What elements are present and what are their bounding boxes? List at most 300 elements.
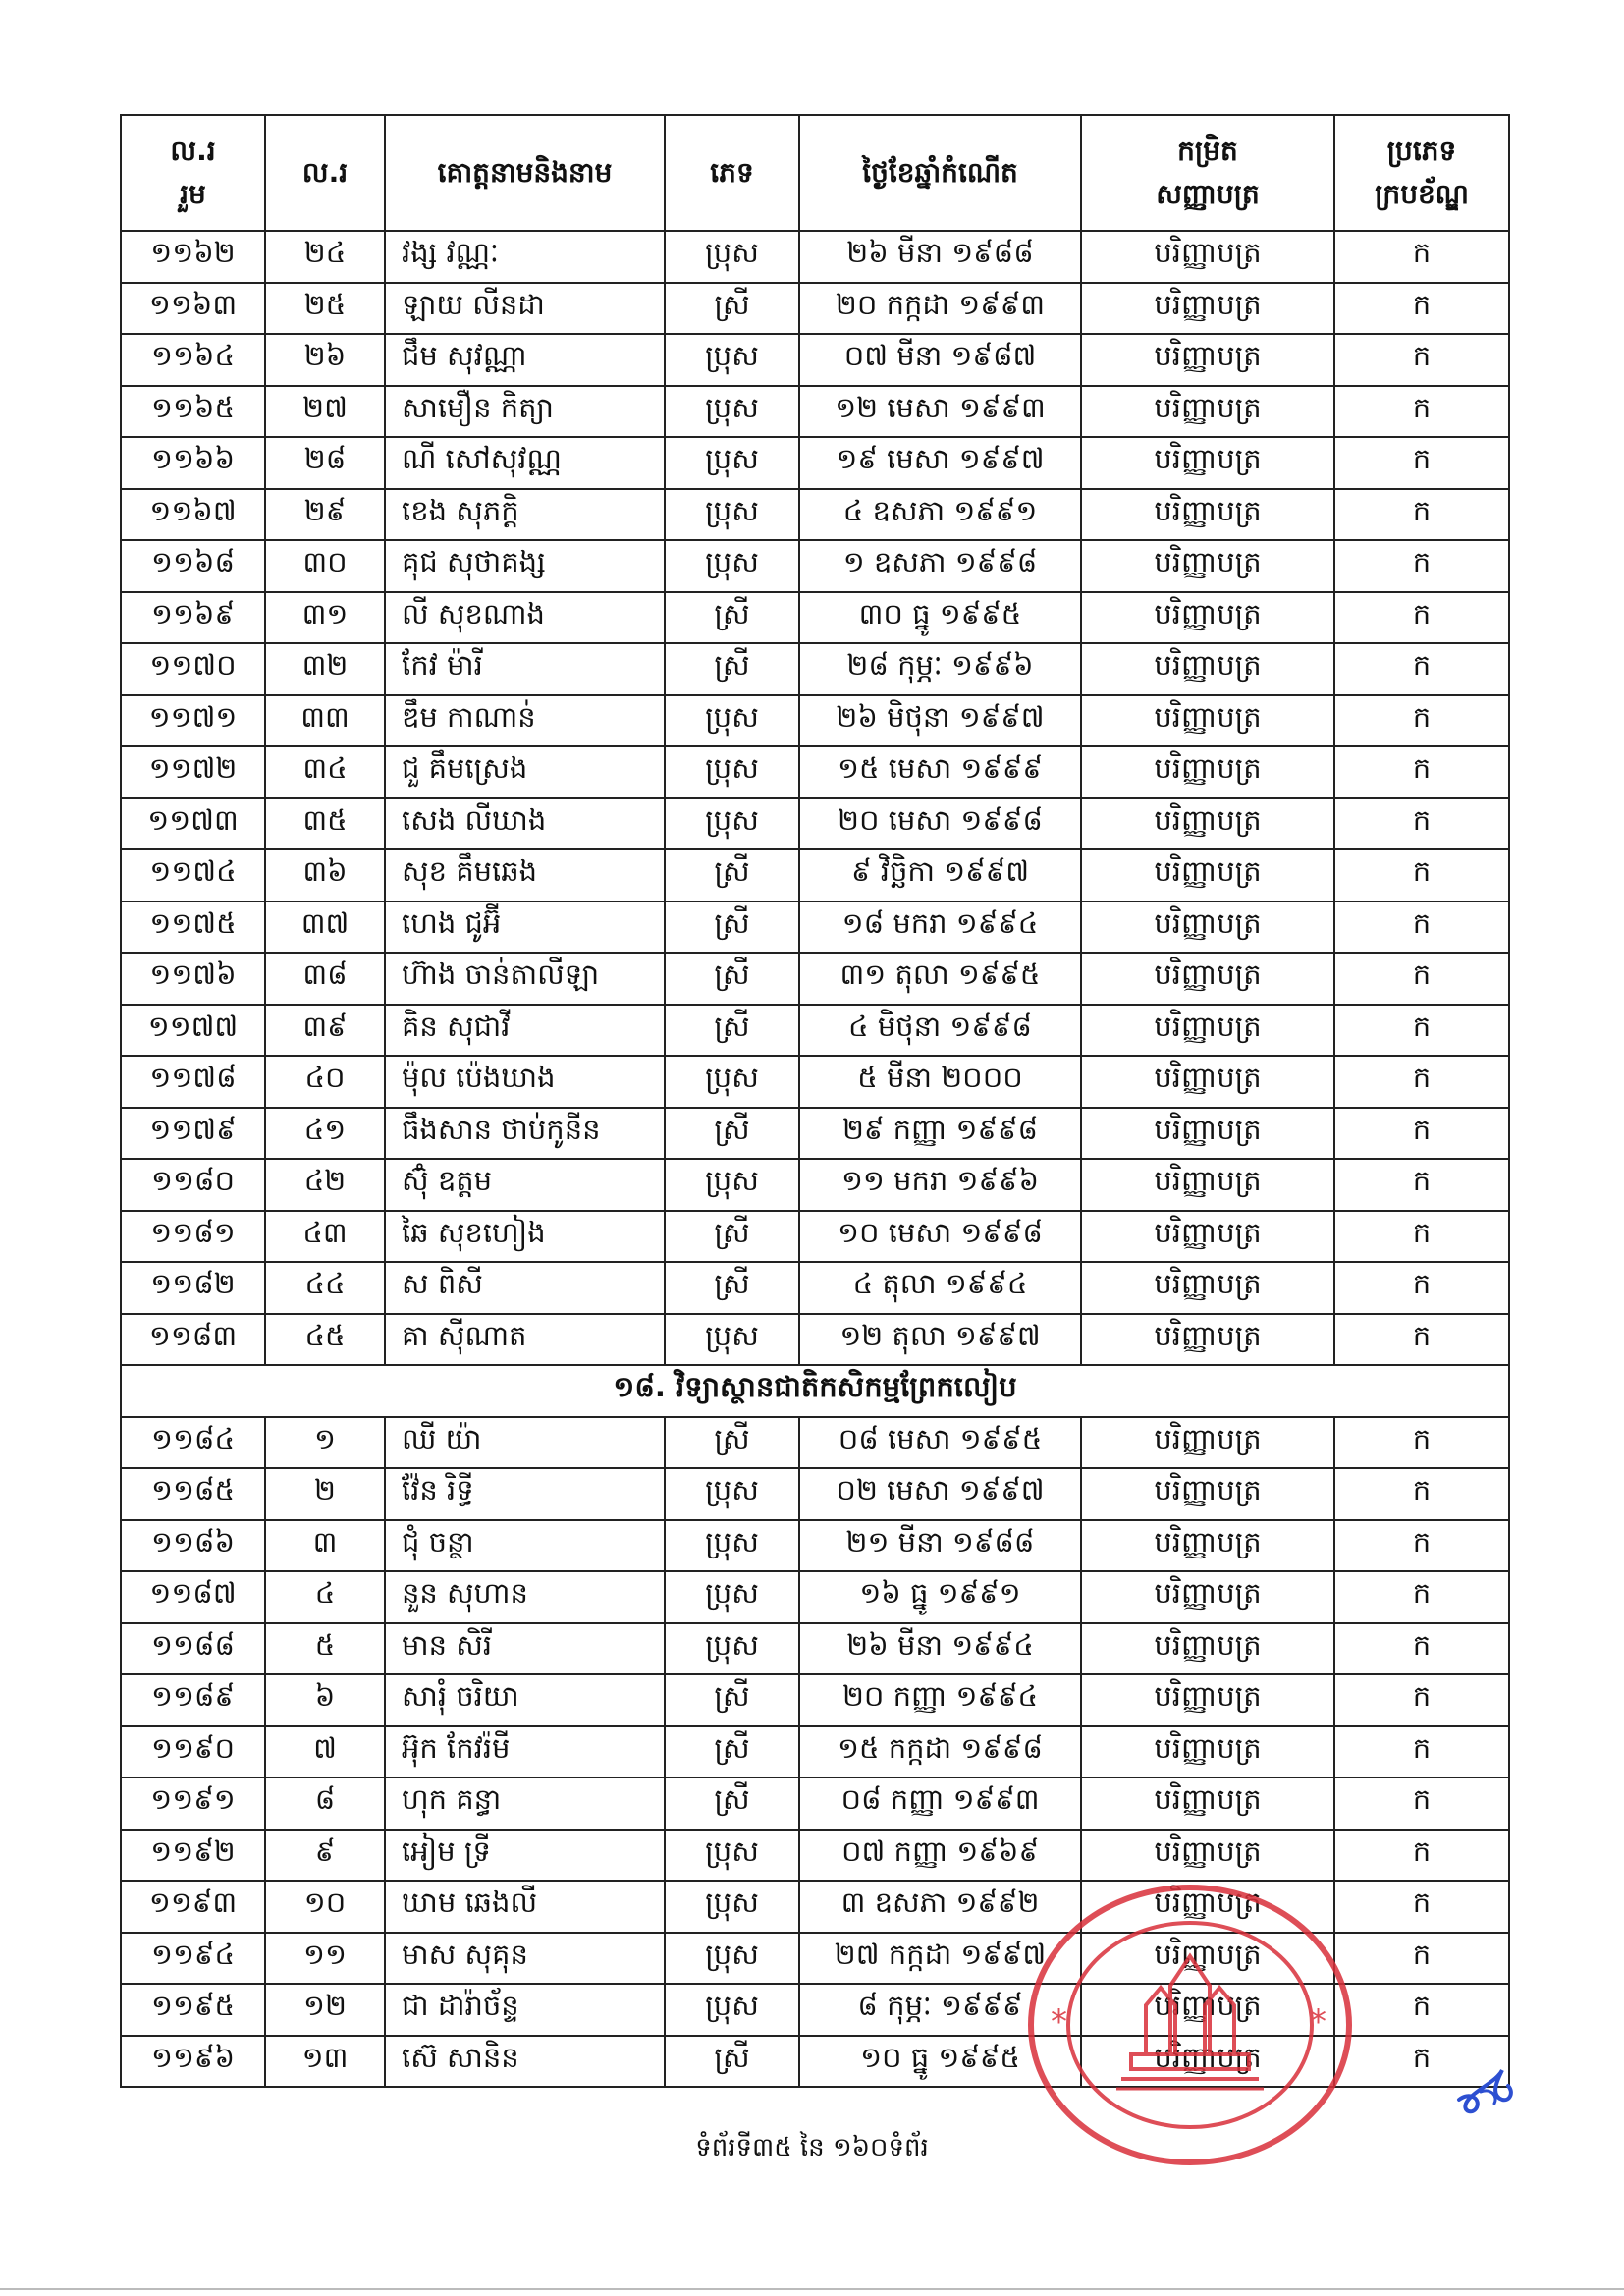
section-row <box>121 1365 1509 1417</box>
table-cell: ឃាម ឆេងលី <box>385 1881 665 1933</box>
table-cell: ៩ <box>265 1830 385 1882</box>
table-row <box>121 1005 1509 1057</box>
table-cell: បរិញ្ញាបត្រ <box>1081 489 1334 541</box>
table-row <box>121 1674 1509 1726</box>
table-cell: ក <box>1334 953 1509 1005</box>
table-cell: បរិញ្ញាបត្រ <box>1081 849 1334 902</box>
official-seal-icon <box>1023 1878 1357 2172</box>
table-cell: ប្រុស <box>665 1830 799 1882</box>
table-row <box>121 1571 1509 1623</box>
table-cell: គុជ សុថាគង្ស <box>385 540 665 592</box>
table-cell: ១១៧០ <box>121 643 265 695</box>
table-cell: ស្រី <box>665 902 799 954</box>
personnel-table <box>120 114 1510 2088</box>
table-cell: ១១៨៥ <box>121 1468 265 1520</box>
column-header-line: ប្រភេទ <box>1386 135 1457 167</box>
table-row <box>121 746 1509 798</box>
table-cell: ១១៩០ <box>121 1726 265 1778</box>
table-row <box>121 902 1509 954</box>
table-cell: ក <box>1334 1933 1509 1985</box>
table-cell: ៣១ <box>265 592 385 644</box>
table-cell: ស ពិសី <box>385 1262 665 1314</box>
table-cell: នួន សុហាន <box>385 1571 665 1623</box>
table-cell: សុខ គឹមឆេង <box>385 849 665 902</box>
table-cell: ប្រុស <box>665 1520 799 1572</box>
column-header-line: រួម <box>180 178 206 210</box>
table-cell: ៤៥ <box>265 1314 385 1366</box>
table-cell: ១១៩៣ <box>121 1881 265 1933</box>
column-header-line: ល.រ <box>170 135 216 167</box>
table-cell: ស្រី <box>665 2036 799 2088</box>
table-cell: ១១៩១ <box>121 1777 265 1830</box>
table-cell: ៥ <box>265 1623 385 1675</box>
table-cell: ៤៣ <box>265 1211 385 1263</box>
column-header-line: ក្របខ័ណ្ឌ <box>1375 178 1469 210</box>
table-cell: ប្រុស <box>665 1314 799 1366</box>
column-header <box>1334 115 1509 231</box>
table-cell: ជឹម សុវណ្ណា <box>385 334 665 386</box>
table-cell: ក <box>1334 1520 1509 1572</box>
table-cell: ១១៨៦ <box>121 1520 265 1572</box>
table-cell: ក <box>1334 798 1509 850</box>
table-cell: ១១៦៨ <box>121 540 265 592</box>
table-cell: ជា ដារ៉ាច័ន្ទ <box>385 1984 665 2036</box>
table-cell: ១១៨១ <box>121 1211 265 1263</box>
table-cell: ប្រុស <box>665 798 799 850</box>
table-cell: ស៊េ សានិន <box>385 2036 665 2088</box>
column-header <box>121 115 265 231</box>
table-cell: សារុំ ចរិយា <box>385 1674 665 1726</box>
table-cell: ហេង ជូអ៊ី <box>385 902 665 954</box>
table-cell: ១៦ ធ្នូ ១៩៩១ <box>799 1571 1081 1623</box>
table-cell: ឆៃ សុខហៀង <box>385 1211 665 1263</box>
table-cell: ១១៦៦ <box>121 437 265 489</box>
table-row <box>121 1777 1509 1830</box>
table-cell: ក <box>1334 489 1509 541</box>
table-cell: ក <box>1334 1159 1509 1211</box>
table-cell: ១២ មេសា ១៩៩៣ <box>799 386 1081 438</box>
table-cell: បរិញ្ញាបត្រ <box>1081 386 1334 438</box>
table-cell: ប្រុស <box>665 1881 799 1933</box>
table-cell: ៥ មីនា ២០០០ <box>799 1056 1081 1108</box>
table-cell: បរិញ្ញាបត្រ <box>1081 1262 1334 1314</box>
table-cell: ១១៦៧ <box>121 489 265 541</box>
table-cell: ៤ ឧសភា ១៩៩១ <box>799 489 1081 541</box>
table-cell: ក <box>1334 849 1509 902</box>
table-cell: ១១៧៤ <box>121 849 265 902</box>
table-cell: ១៥ កក្កដា ១៩៩៨ <box>799 1726 1081 1778</box>
table-cell: បរិញ្ញាបត្រ <box>1081 1674 1334 1726</box>
table-cell: ១២ តុលា ១៩៩៧ <box>799 1314 1081 1366</box>
table-cell: ប្រុស <box>665 489 799 541</box>
table-cell: ២៩ កញ្ញា ១៩៩៨ <box>799 1108 1081 1160</box>
table-cell: ស្រី <box>665 1417 799 1469</box>
table-cell: ក <box>1334 1830 1509 1882</box>
table-cell: ៣៥ <box>265 798 385 850</box>
table-cell: មាន សិរី <box>385 1623 665 1675</box>
table-cell: ១១៨៨ <box>121 1623 265 1675</box>
table-cell: បរិញ្ញាបត្រ <box>1081 1984 1334 2036</box>
table-cell: ១១៧៨ <box>121 1056 265 1108</box>
table-cell: ក <box>1334 231 1509 283</box>
table-cell: ១១៦៥ <box>121 386 265 438</box>
table-cell: ក <box>1334 643 1509 695</box>
table-cell: ១១៧៥ <box>121 902 265 954</box>
table-cell: បរិញ្ញាបត្រ <box>1081 2036 1334 2088</box>
table-cell: ១១៧៦ <box>121 953 265 1005</box>
svg-text:*: * <box>1051 2002 1067 2042</box>
table-cell: បរិញ្ញាបត្រ <box>1081 1314 1334 1366</box>
table-cell: ក <box>1334 1623 1509 1675</box>
table-cell: ៣ <box>265 1520 385 1572</box>
table-cell: ៧ <box>265 1726 385 1778</box>
table-cell: បរិញ្ញាបត្រ <box>1081 592 1334 644</box>
table-cell: ៣ ឧសភា ១៩៩២ <box>799 1881 1081 1933</box>
table-cell: ១១៧៣ <box>121 798 265 850</box>
table-cell: បរិញ្ញាបត្រ <box>1081 1159 1334 1211</box>
table-cell: ឈី យ៉ា <box>385 1417 665 1469</box>
registry-sheet <box>120 114 1508 2088</box>
table-cell: ២ <box>265 1468 385 1520</box>
table-cell: ១០ ធ្នូ ១៩៩៥ <box>799 2036 1081 2088</box>
table-cell: ខេង សុភក្តិ <box>385 489 665 541</box>
table-cell: ប្រុស <box>665 746 799 798</box>
table-cell: បរិញ្ញាបត្រ <box>1081 695 1334 747</box>
table-cell: ឡាយ លីនដា <box>385 283 665 335</box>
table-cell: បរិញ្ញាបត្រ <box>1081 902 1334 954</box>
table-cell: បរិញ្ញាបត្រ <box>1081 953 1334 1005</box>
table-cell: ជុំ ចន្ថា <box>385 1520 665 1572</box>
table-row <box>121 386 1509 438</box>
table-cell: បរិញ្ញាបត្រ <box>1081 231 1334 283</box>
table-cell: ១១៧៩ <box>121 1108 265 1160</box>
table-cell: ០៧ កញ្ញា ១៩៦៩ <box>799 1830 1081 1882</box>
table-cell: កែវ ម៉ារី <box>385 643 665 695</box>
table-cell: បរិញ្ញាបត្រ <box>1081 334 1334 386</box>
table-cell: ក <box>1334 1571 1509 1623</box>
table-cell: ៣៣ <box>265 695 385 747</box>
table-cell: ណី សៅសុវណ្ណ <box>385 437 665 489</box>
table-row <box>121 1108 1509 1160</box>
table-row <box>121 1417 1509 1469</box>
table-cell: ប្រុស <box>665 1159 799 1211</box>
table-cell: បរិញ្ញាបត្រ <box>1081 1005 1334 1057</box>
table-cell: ក <box>1334 540 1509 592</box>
table-row <box>121 1830 1509 1882</box>
table-cell: ៤៤ <box>265 1262 385 1314</box>
table-cell: បរិញ្ញាបត្រ <box>1081 1056 1334 1108</box>
table-cell: ៤ <box>265 1571 385 1623</box>
table-cell: ក <box>1334 592 1509 644</box>
table-cell: ៦ <box>265 1674 385 1726</box>
table-cell: ១១៨០ <box>121 1159 265 1211</box>
table-cell: បរិញ្ញាបត្រ <box>1081 1108 1334 1160</box>
table-cell: ១១៨៣ <box>121 1314 265 1366</box>
table-cell: បរិញ្ញាបត្រ <box>1081 283 1334 335</box>
table-cell: បរិញ្ញាបត្រ <box>1081 1417 1334 1469</box>
table-cell: ៣៤ <box>265 746 385 798</box>
table-cell: អ៊ុក កែវរ៉មី <box>385 1726 665 1778</box>
table-cell: ៣២ <box>265 643 385 695</box>
table-cell: ១១៦៩ <box>121 592 265 644</box>
table-cell: ២៥ <box>265 283 385 335</box>
table-row <box>121 437 1509 489</box>
table-cell: សេង លីឃាង <box>385 798 665 850</box>
table-row <box>121 798 1509 850</box>
table-cell: ស្រី <box>665 1211 799 1263</box>
table-cell: ក <box>1334 695 1509 747</box>
table-cell: ក <box>1334 902 1509 954</box>
table-cell: វ៉ែន រិទ្ធី <box>385 1468 665 1520</box>
table-row <box>121 592 1509 644</box>
table-row <box>121 1468 1509 1520</box>
table-cell: ២៦ មីនា ១៩៩៤ <box>799 1623 1081 1675</box>
table-cell: ១១៩៦ <box>121 2036 265 2088</box>
column-header <box>799 115 1081 231</box>
table-cell: បរិញ្ញាបត្រ <box>1081 1881 1334 1933</box>
table-cell: ក <box>1334 1468 1509 1520</box>
table-row <box>121 849 1509 902</box>
table-cell: ៤១ <box>265 1108 385 1160</box>
table-cell: ០៧ មីនា ១៩៨៧ <box>799 334 1081 386</box>
table-cell: ១ <box>265 1417 385 1469</box>
table-cell: ស្រី <box>665 643 799 695</box>
table-cell: បរិញ្ញាបត្រ <box>1081 1623 1334 1675</box>
table-cell: ៤ មិថុនា ១៩៩៨ <box>799 1005 1081 1057</box>
table-cell: ស្រី <box>665 592 799 644</box>
table-cell: បរិញ្ញាបត្រ <box>1081 798 1334 850</box>
table-cell: ហ៊ាង ចាន់តាលីឡា <box>385 953 665 1005</box>
table-cell: ស្រី <box>665 1262 799 1314</box>
table-cell: ប្រុស <box>665 1468 799 1520</box>
signature-icon <box>1451 2052 1520 2121</box>
table-cell: ៤០ <box>265 1056 385 1108</box>
table-cell: ជួ គឹមស្រេង <box>385 746 665 798</box>
page-edge <box>0 2288 1624 2290</box>
table-row <box>121 334 1509 386</box>
table-cell: ២៤ <box>265 231 385 283</box>
table-cell: ស្រី <box>665 849 799 902</box>
table-cell: ៣៦ <box>265 849 385 902</box>
table-cell: ២៧ <box>265 386 385 438</box>
table-cell: ១១៧៧ <box>121 1005 265 1057</box>
svg-text:*: * <box>1310 2002 1326 2042</box>
table-cell: ប្រុស <box>665 1984 799 2036</box>
table-cell: គា ស៊ីណាត <box>385 1314 665 1366</box>
table-cell: ១១ មករា ១៩៩៦ <box>799 1159 1081 1211</box>
table-cell: ១១៦៣ <box>121 283 265 335</box>
table-cell: ៣០ ធ្នូ ១៩៩៥ <box>799 592 1081 644</box>
table-cell: ២៨ កុម្ភៈ ១៩៩៦ <box>799 643 1081 695</box>
table-cell: ១១៨២ <box>121 1262 265 1314</box>
table-cell: ស្រី <box>665 953 799 1005</box>
table-cell: ៤ តុលា ១៩៩៤ <box>799 1262 1081 1314</box>
column-header-line: ថ្ងៃខែឆ្នាំកំណើត <box>862 156 1018 189</box>
table-cell: ប្រុស <box>665 1933 799 1985</box>
table-cell: ប្រុស <box>665 386 799 438</box>
table-cell: ប្រុស <box>665 437 799 489</box>
table-cell: ០២ មេសា ១៩៩៧ <box>799 1468 1081 1520</box>
table-cell: ស្រី <box>665 283 799 335</box>
table-cell: ១១៦២ <box>121 231 265 283</box>
table-cell: ក <box>1334 2036 1509 2088</box>
table-cell: ៣១ តុលា ១៩៩៥ <box>799 953 1081 1005</box>
table-cell: ១១៦៤ <box>121 334 265 386</box>
table-cell: ប្រុស <box>665 1571 799 1623</box>
table-cell: ក <box>1334 437 1509 489</box>
table-cell: ក <box>1334 1108 1509 1160</box>
table-cell: ៣៧ <box>265 902 385 954</box>
table-cell: ស្រី <box>665 1726 799 1778</box>
table-cell: ហុក គន្ធា <box>385 1777 665 1830</box>
table-cell: ២៧ កក្កដា ១៩៩៧ <box>799 1933 1081 1985</box>
column-header-line: គោត្តនាមនិងនាម <box>437 156 613 189</box>
table-cell: ក <box>1334 1005 1509 1057</box>
table-cell: ១១៨៩ <box>121 1674 265 1726</box>
table-cell: ក <box>1334 1417 1509 1469</box>
table-cell: ក <box>1334 1211 1509 1263</box>
table-row <box>121 231 1509 283</box>
table-cell: បរិញ្ញាបត្រ <box>1081 1830 1334 1882</box>
table-cell: ៣០ <box>265 540 385 592</box>
table-cell: គិន សុជាវី <box>385 1005 665 1057</box>
table-row <box>121 1726 1509 1778</box>
table-cell: ក <box>1334 334 1509 386</box>
table-cell: ១១៨៤ <box>121 1417 265 1469</box>
table-cell: បរិញ្ញាបត្រ <box>1081 1520 1334 1572</box>
table-cell: បរិញ្ញាបត្រ <box>1081 437 1334 489</box>
table-cell: ១០ មេសា ១៩៩៨ <box>799 1211 1081 1263</box>
table-cell: លី សុខណាង <box>385 592 665 644</box>
table-cell: ក <box>1334 746 1509 798</box>
table-row <box>121 1520 1509 1572</box>
table-cell: ម៉ុល ប៉េងឃាង <box>385 1056 665 1108</box>
table-row <box>121 1056 1509 1108</box>
table-cell: ២៨ <box>265 437 385 489</box>
table-cell: ៤២ <box>265 1159 385 1211</box>
table-cell: ប្រុស <box>665 1056 799 1108</box>
table-row <box>121 1314 1509 1366</box>
table-cell: វង្ស វណ្ណៈ <box>385 231 665 283</box>
table-cell: បរិញ្ញាបត្រ <box>1081 1933 1334 1985</box>
column-header <box>265 115 385 231</box>
table-cell: ស្រី <box>665 1777 799 1830</box>
table-cell: ១៩ មេសា ១៩៩៧ <box>799 437 1081 489</box>
table-cell: ១៨ មករា ១៩៩៤ <box>799 902 1081 954</box>
table-cell: ស្រី <box>665 1674 799 1726</box>
table-cell: ១១៩៥ <box>121 1984 265 2036</box>
column-header <box>1081 115 1334 231</box>
table-row <box>121 489 1509 541</box>
table-cell: ១ ឧសភា ១៩៩៨ <box>799 540 1081 592</box>
table-row <box>121 283 1509 335</box>
table-cell: បរិញ្ញាបត្រ <box>1081 1211 1334 1263</box>
table-cell: ប្រុស <box>665 231 799 283</box>
table-cell: បរិញ្ញាបត្រ <box>1081 1468 1334 1520</box>
table-cell: ៨ កុម្ភៈ ១៩៩៩ <box>799 1984 1081 2036</box>
table-cell: ០៨ មេសា ១៩៩៥ <box>799 1417 1081 1469</box>
table-cell: ១១៧១ <box>121 695 265 747</box>
table-cell: បរិញ្ញាបត្រ <box>1081 746 1334 798</box>
table-cell: ក <box>1334 386 1509 438</box>
table-cell: មាស សុគុន <box>385 1933 665 1985</box>
table-cell: ស្រី <box>665 1005 799 1057</box>
table-cell: អៀម ទ្រី <box>385 1830 665 1882</box>
column-header-line: ភេទ <box>710 156 754 189</box>
table-cell: ក <box>1334 1881 1509 1933</box>
table-cell: ក <box>1334 1314 1509 1366</box>
table-row <box>121 1262 1509 1314</box>
table-cell: ក <box>1334 1056 1509 1108</box>
table-row <box>121 1623 1509 1675</box>
table-cell: ២៦ មីនា ១៩៨៨ <box>799 231 1081 283</box>
section-title: ១៨. វិទ្យាស្ថានជាតិកសិកម្មព្រែកលៀប <box>121 1365 1509 1417</box>
table-cell: ធឹងសាន ថាប់កូនីន <box>385 1108 665 1160</box>
table-cell: ១១៩២ <box>121 1830 265 1882</box>
table-cell: បរិញ្ញាបត្រ <box>1081 643 1334 695</box>
table-cell: ស៊ុំ ឧត្តម <box>385 1159 665 1211</box>
table-cell: ២០ មេសា ១៩៩៨ <box>799 798 1081 850</box>
table-row <box>121 643 1509 695</box>
table-cell: ២៩ <box>265 489 385 541</box>
table-cell: ១៥ មេសា ១៩៩៩ <box>799 746 1081 798</box>
table-cell: ក <box>1334 1984 1509 2036</box>
column-header-line: ល.រ <box>301 156 349 189</box>
table-cell: ប្រុស <box>665 334 799 386</box>
table-cell: ១១៧២ <box>121 746 265 798</box>
table-cell: សាមឿន កិត្យា <box>385 386 665 438</box>
table-cell: ប្រុស <box>665 540 799 592</box>
table-cell: ៣៨ <box>265 953 385 1005</box>
table-cell: ឌឹម កាណាន់ <box>385 695 665 747</box>
table-cell: ០៨ កញ្ញា ១៩៩៣ <box>799 1777 1081 1830</box>
table-cell: ក <box>1334 1726 1509 1778</box>
table-cell: ១២ <box>265 1984 385 2036</box>
page-footer: ទំព័រទី៣៥ នៃ ១៦០ទំព័រ <box>695 2133 929 2162</box>
table-cell: ក <box>1334 1674 1509 1726</box>
table-cell: ប្រុស <box>665 1623 799 1675</box>
table-cell: បរិញ្ញាបត្រ <box>1081 1777 1334 1830</box>
table-cell: ១១៩៤ <box>121 1933 265 1985</box>
table-cell: ស្រី <box>665 1108 799 1160</box>
table-cell: ក <box>1334 1777 1509 1830</box>
table-cell: ៨ <box>265 1777 385 1830</box>
table-cell: ២៦ <box>265 334 385 386</box>
column-header <box>385 115 665 231</box>
column-header-line: កម្រិត <box>1177 135 1238 167</box>
table-cell: បរិញ្ញាបត្រ <box>1081 540 1334 592</box>
table-row <box>121 1159 1509 1211</box>
table-row <box>121 540 1509 592</box>
table-cell: ១០ <box>265 1881 385 1933</box>
table-cell: ប្រុស <box>665 695 799 747</box>
table-cell: ២០ កញ្ញា ១៩៩៤ <box>799 1674 1081 1726</box>
table-cell: ១១ <box>265 1933 385 1985</box>
column-header <box>665 115 799 231</box>
table-row <box>121 1211 1509 1263</box>
table-cell: ក <box>1334 283 1509 335</box>
table-cell: បរិញ្ញាបត្រ <box>1081 1571 1334 1623</box>
table-cell: ១៣ <box>265 2036 385 2088</box>
table-cell: ៣៩ <box>265 1005 385 1057</box>
header-row <box>121 115 1509 231</box>
table-cell: បរិញ្ញាបត្រ <box>1081 1726 1334 1778</box>
table-cell: ៩ វិច្ឆិកា ១៩៩៧ <box>799 849 1081 902</box>
column-header-line: សញ្ញាបត្រ <box>1156 178 1260 210</box>
table-cell: ក <box>1334 1262 1509 1314</box>
table-body <box>121 231 1509 2087</box>
table-cell: ១១៨៧ <box>121 1571 265 1623</box>
